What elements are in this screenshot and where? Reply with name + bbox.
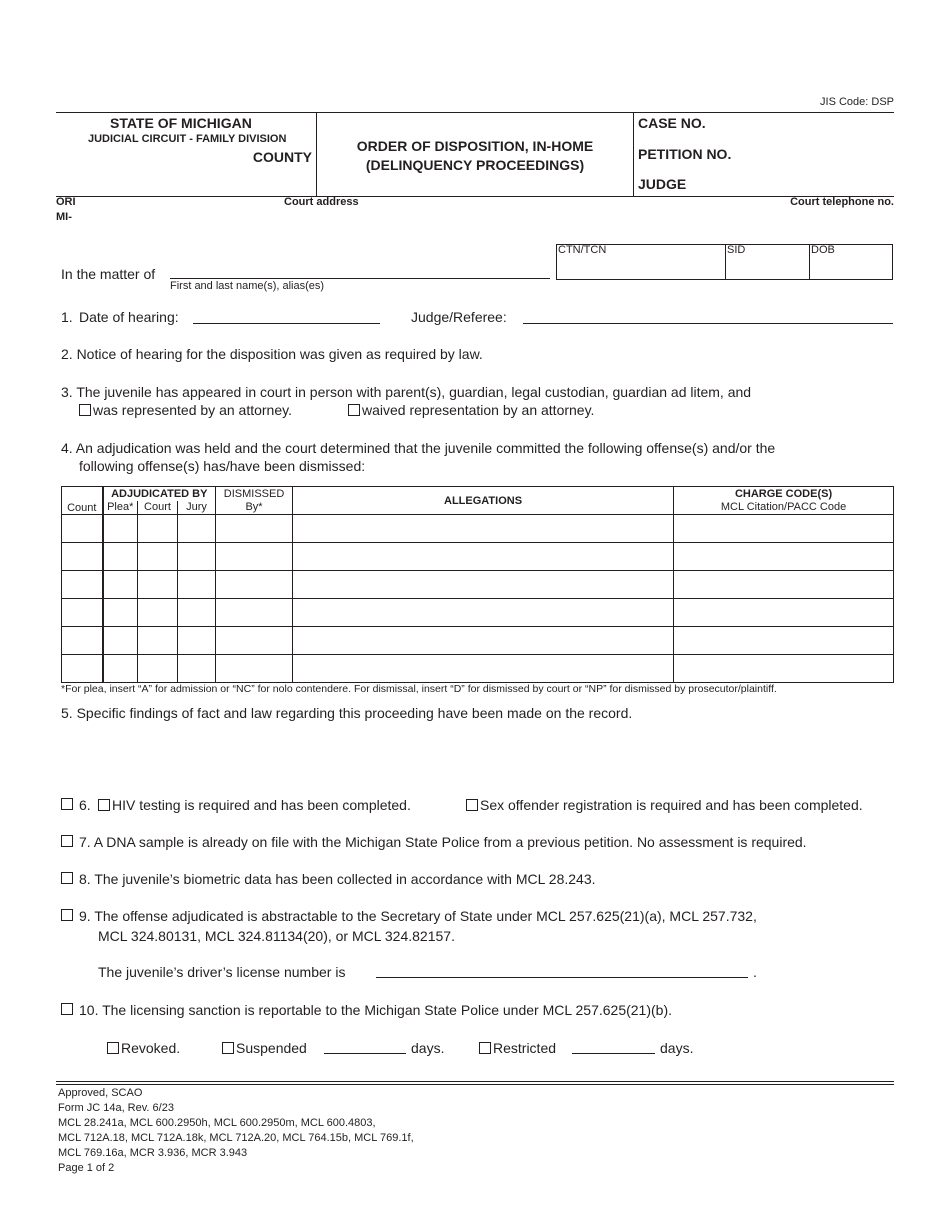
represented-checkbox[interactable] <box>79 404 91 416</box>
jury-cell[interactable] <box>178 571 216 599</box>
judge-referee-label: Judge/Referee: <box>411 309 507 325</box>
count-cell[interactable] <box>62 571 103 599</box>
dismissed-cell[interactable] <box>216 655 293 683</box>
allegation-cell[interactable] <box>293 543 674 571</box>
court-header: Court <box>138 501 178 515</box>
court-cell[interactable] <box>138 655 178 683</box>
footer-mcl-line1: MCL 28.241a, MCL 600.2950h, MCL 600.2950m, MCL 600.4803, <box>58 1117 376 1129</box>
item3-text: 3. The juvenile has appeared in court in person with parent(s), guardian, legal custodian, guardian ad litem, and <box>61 384 752 400</box>
header-top-rule <box>56 112 894 113</box>
license-period: . <box>753 964 757 980</box>
charge-code-cell[interactable] <box>674 543 894 571</box>
item9-text-line1: 9. The offense adjudicated is abstractable to the Secretary of State under MCL 257.625(21)(a), MCL 257.732, <box>79 908 757 924</box>
matter-label: In the matter of <box>61 266 156 282</box>
hiv-label: HIV testing is required and has been completed. <box>112 797 411 813</box>
footer-approved: Approved, SCAO <box>58 1087 143 1099</box>
footer-rule-1 <box>56 1081 894 1082</box>
restricted-label: Restricted <box>493 1040 557 1056</box>
table-row <box>62 655 894 683</box>
jury-header: Jury <box>178 501 216 515</box>
item1-number: 1. <box>61 309 73 325</box>
header-divider-2 <box>633 112 634 196</box>
item4-text-line2: following offense(s) has/have been dismissed: <box>79 458 366 474</box>
court-cell[interactable] <box>138 543 178 571</box>
court-cell[interactable] <box>138 599 178 627</box>
plea-cell[interactable] <box>103 571 138 599</box>
footer-form-number: Form JC 14a, Rev. 6/23 <box>58 1102 174 1114</box>
item9-text-line2: MCL 324.80131, MCL 324.81134(20), or MCL 324.82157. <box>98 928 455 944</box>
hearing-date-field[interactable] <box>193 323 380 324</box>
count-cell[interactable] <box>62 599 103 627</box>
sid-label: SID <box>727 244 746 256</box>
item6-checkbox[interactable] <box>61 798 73 810</box>
header-bottom-rule <box>56 196 894 197</box>
judge-label: JUDGE <box>638 176 687 192</box>
table-row <box>62 543 894 571</box>
item8-checkbox[interactable] <box>61 872 73 884</box>
plea-header: Plea* <box>103 501 138 515</box>
license-number-field[interactable] <box>376 977 748 978</box>
suspended-label: Suspended <box>236 1040 307 1056</box>
plea-cell[interactable] <box>103 543 138 571</box>
court-cell[interactable] <box>138 571 178 599</box>
jury-cell[interactable] <box>178 515 216 543</box>
charge-code-cell[interactable] <box>674 515 894 543</box>
charge-code-cell[interactable] <box>674 655 894 683</box>
table-row <box>62 515 894 543</box>
count-cell[interactable] <box>62 543 103 571</box>
allegation-cell[interactable] <box>293 599 674 627</box>
footer-rule-2 <box>56 1084 894 1085</box>
state-heading: STATE OF MICHIGAN <box>110 115 252 131</box>
item6-option-hiv <box>98 797 411 813</box>
item3-option-represented <box>79 402 292 418</box>
matter-name-field[interactable] <box>170 278 550 279</box>
dismissed-cell[interactable] <box>216 571 293 599</box>
count-cell[interactable] <box>62 515 103 543</box>
charge-codes-header: CHARGE CODE(S) <box>674 487 894 501</box>
offense-table-header-1 <box>62 487 894 501</box>
item4-text-line1: 4. An adjudication was held and the court determined that the juvenile committed the following offense(s) and/or the <box>61 440 776 456</box>
restricted-days-field[interactable] <box>572 1053 655 1054</box>
count-cell[interactable] <box>62 655 103 683</box>
plea-cell[interactable] <box>103 599 138 627</box>
dob-label: DOB <box>811 244 835 256</box>
footer-mcl-line2: MCL 712A.18, MCL 712A.18k, MCL 712A.20, MCL 764.15b, MCL 769.1f, <box>58 1132 414 1144</box>
item6-number: 6. <box>79 797 91 813</box>
court-cell[interactable] <box>138 627 178 655</box>
court-address-label: Court address <box>284 196 359 208</box>
jury-cell[interactable] <box>178 543 216 571</box>
revoked-option <box>107 1040 180 1056</box>
allegation-cell[interactable] <box>293 627 674 655</box>
restricted-option <box>479 1040 556 1056</box>
form-title-line1: ORDER OF DISPOSITION, IN-HOME <box>356 138 594 154</box>
charge-code-cell[interactable] <box>674 599 894 627</box>
dismissed-cell[interactable] <box>216 543 293 571</box>
suspended-option <box>222 1040 307 1056</box>
court-phone-label: Court telephone no. <box>790 196 894 208</box>
suspended-checkbox[interactable] <box>222 1042 234 1054</box>
adjudicated-by-header: ADJUDICATED BY <box>103 487 216 501</box>
matter-name-caption: First and last name(s), alias(es) <box>170 280 325 292</box>
restricted-days-label: days. <box>660 1040 694 1056</box>
dismissed-cell[interactable] <box>216 627 293 655</box>
judge-referee-field[interactable] <box>523 323 893 324</box>
case-no-label: CASE NO. <box>638 115 706 131</box>
plea-cell[interactable] <box>103 627 138 655</box>
restricted-checkbox[interactable] <box>479 1042 491 1054</box>
table-row <box>62 571 894 599</box>
allegation-cell[interactable] <box>293 515 674 543</box>
revoked-label: Revoked. <box>121 1040 181 1056</box>
charge-code-cell[interactable] <box>674 571 894 599</box>
sex-offender-label: Sex offender registration is required and has been completed. <box>480 797 863 813</box>
county-label: COUNTY <box>252 149 312 165</box>
court-cell[interactable] <box>138 515 178 543</box>
license-number-label: The juvenile’s driver’s license number is <box>98 964 346 980</box>
mcl-citation-header: MCL Citation/PACC Code <box>674 501 894 515</box>
id-box-divider-2 <box>809 244 810 280</box>
footer-block <box>58 1086 414 1176</box>
offense-table <box>61 486 894 683</box>
dismissed-header: DISMISSED <box>216 487 293 501</box>
item3-option-waived <box>348 402 594 418</box>
jis-code: JIS Code: DSP <box>820 96 894 108</box>
table-footnote: *For plea, insert “A” for admission or “NC” for nolo contendere. For dismissal, insert “D” for dismissed by court or “NP” for dismissed by prosecutor/plaintiff. <box>61 683 777 695</box>
item10-text: 10. The licensing sanction is reportable to the Michigan State Police under MCL 257.625(21)(b). <box>79 1002 673 1018</box>
dismissed-cell[interactable] <box>216 599 293 627</box>
allegation-cell[interactable] <box>293 655 674 683</box>
count-cell[interactable] <box>62 627 103 655</box>
allegation-cell[interactable] <box>293 571 674 599</box>
item8-text: 8. The juvenile’s biometric data has been collected in accordance with MCL 28.243. <box>79 871 596 887</box>
item7-text: 7. A DNA sample is already on file with the Michigan State Police from a previous petition. No assessment is required. <box>79 834 807 850</box>
circuit-label: JUDICIAL CIRCUIT - FAMILY DIVISION <box>88 133 287 145</box>
dismissed-cell[interactable] <box>216 515 293 543</box>
item10-checkbox[interactable] <box>61 1003 73 1015</box>
waived-label: waived representation by an attorney. <box>362 402 595 418</box>
revoked-checkbox[interactable] <box>107 1042 119 1054</box>
table-row <box>62 627 894 655</box>
ori-label: ORI <box>56 196 76 208</box>
hiv-checkbox[interactable] <box>98 799 110 811</box>
id-box-divider-1 <box>725 244 726 280</box>
waived-checkbox[interactable] <box>348 404 360 416</box>
plea-cell[interactable] <box>103 655 138 683</box>
dismissed-by-header: By* <box>216 501 293 515</box>
hearing-date-label: Date of hearing: <box>79 309 179 325</box>
jury-cell[interactable] <box>178 655 216 683</box>
allegations-header: ALLEGATIONS <box>293 487 674 515</box>
footer-page-number: Page 1 of 2 <box>58 1162 115 1174</box>
ctn-tcn-label: CTN/TCN <box>558 244 607 256</box>
footer-mcl-line3: MCL 769.16a, MCR 3.936, MCR 3.943 <box>58 1147 248 1159</box>
table-row <box>62 599 894 627</box>
form-title <box>317 137 633 175</box>
plea-cell[interactable] <box>103 515 138 543</box>
jury-cell[interactable] <box>178 627 216 655</box>
suspended-days-label: days. <box>411 1040 445 1056</box>
jury-cell[interactable] <box>178 599 216 627</box>
item6-option-sex-offender <box>466 797 863 813</box>
item2-text: 2. Notice of hearing for the disposition was given as required by law. <box>61 346 483 362</box>
petition-no-label: PETITION NO. <box>638 146 732 162</box>
count-header: Count <box>62 487 103 515</box>
charge-code-cell[interactable] <box>674 627 894 655</box>
mi-label: MI- <box>56 211 72 223</box>
item5-text: 5. Specific findings of fact and law regarding this proceeding have been made on the record. <box>61 705 633 721</box>
represented-label: was represented by an attorney. <box>93 402 292 418</box>
sex-offender-checkbox[interactable] <box>466 799 478 811</box>
item9-checkbox[interactable] <box>61 909 73 921</box>
form-title-line2: (DELINQUENCY PROCEEDINGS) <box>365 157 585 173</box>
suspended-days-field[interactable] <box>324 1053 406 1054</box>
item7-checkbox[interactable] <box>61 835 73 847</box>
